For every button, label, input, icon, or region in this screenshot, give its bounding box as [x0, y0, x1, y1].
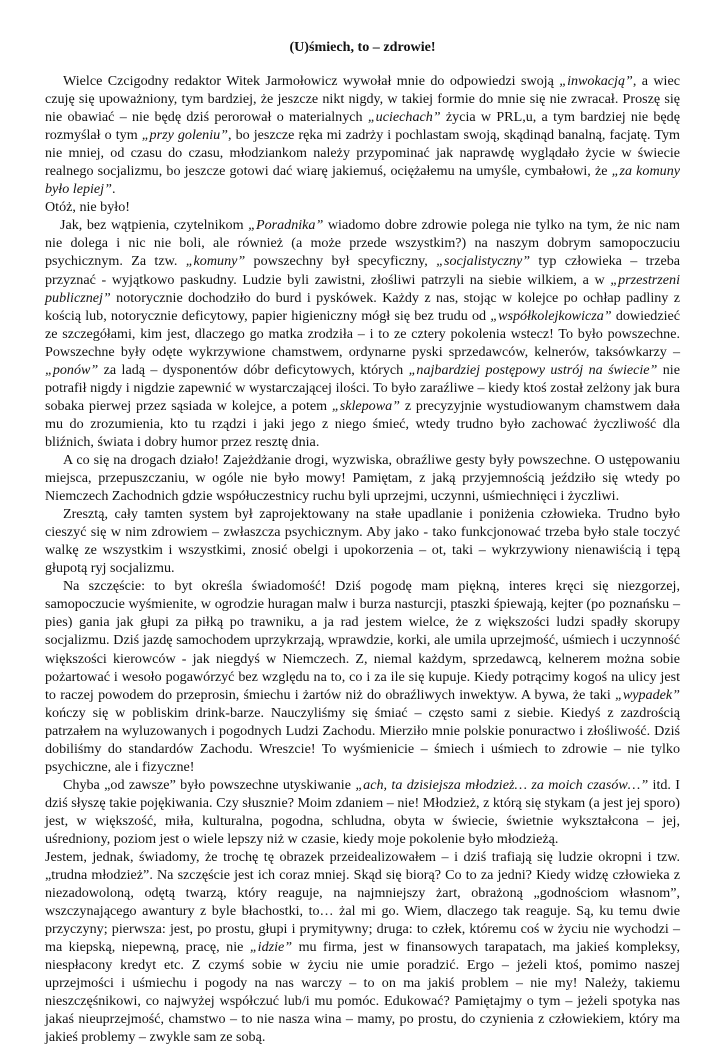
- emphasized-text: „ponów”: [45, 361, 99, 378]
- emphasized-text: „komuny”: [185, 253, 246, 270]
- emphasized-text: „inwokacją”: [559, 73, 633, 89]
- emphasized-text: „przy goleniu”: [141, 127, 228, 144]
- text-run: , bo jeszcze ręka mi zadrży i pochlastam swoją, skądinąd banalną, facjatę. Tym nie mniej, od czasu do czasu, młodziankom należy przypominać jak naprawdę wyglądało życie w świecie realnego socjalizmu, bo jeszcze gotowi dać wiarę jakiemuś, ociężałemu na umyśle, cymbałowi, że: [45, 127, 680, 180]
- text-run: powszechny był specyficzny,: [245, 253, 437, 270]
- text-run: Jestem, jednak, świadomy, że trochę tę obrazek przeidealizowałem – i dziś trafiają się ludzie okropni i tzw. „trudna młodzież”. Na szczęście jest ich coraz mniej. Skąd się biorą? Co to za jedni? Kiedy widzę człowieka z niezadowoloną, odętą twarzą, który reaguje, na najmniejszy żart, obrażoną „godnościom własnom”, wszczynającego awantury z byle błachostki, to… żal mi go. Wiem, dlaczego tak reaguje. Są, ku temu dwie przyczyny; pierwsza: jest, po prostu, głupi i prymitywny; druga: to człek, któremu coś w życiu nie wychodzi – ma kiepską, niepewną, pracę, nie: [45, 849, 680, 956]
- text-run: , a wiec czuję się upoważniony, tym bardziej, że jeszcze nikt nigdy, w takiej formie do mnie się nie zwracał. Proszę się nie obawiać – nie będę dziś perorował o materialnych: [45, 73, 680, 126]
- emphasized-text: „socjalistyczny”: [436, 253, 531, 270]
- article-body: [45, 72, 680, 1047]
- emphasized-text: „najbardziej postępowy ustrój na świecie”: [408, 361, 658, 378]
- paragraph: [45, 577, 680, 776]
- paragraph: [45, 505, 680, 577]
- text-run: dowiedzieć ze szczegółami, kim jest, dlaczego go matka zrodziła – i to ze cztery pokolenia wstecz! To było powszechne. Powszechne były odęte wykrzywione chamstwem, ordynarne pyski sprzedawców, kelnerów, taksówkarzy –: [45, 307, 680, 360]
- text-run: mu firma, jest w finansowych tarapatach, ma jakieś kompleksy, niespłacony kredyt etc. Z czymś sobie w życiu nie umie poradzić. Ergo – jeżeli ktoś, pomimo naszej uprzejmości i uśmiechu i pogody na nas warczy – to on ma jakiś problem – nie my! Należy, takiemu nieszczęśnikowi, co najwyżej współczuć lub/i mu pomóc. Edukować? Pamiętajmy o tym – jeżeli spotyka nas jakaś nieuprzejmość, chamstwo – to nie nasza wina – mamy, po prostu, do czynienia z człowiekiem, który ma jakieś problemy – zwykle sam ze sobą.: [45, 939, 680, 1046]
- emphasized-text: „wypadek”: [615, 686, 680, 703]
- text-run: Jak, bez wątpienia, czytelnikom: [60, 217, 249, 234]
- text-run: wiadomo dobre zdrowie polega nie tylko na tym, że nic nam nie dolega i nic nie boli, ale również (a może przede wszystkim?) na naszym dobrym samopoczuciu psychicznym. Za tzw.: [45, 217, 680, 270]
- emphasized-text: „idzie”: [249, 939, 293, 956]
- emphasized-text: „za komuny było lepiej”: [45, 163, 680, 198]
- paragraph: [45, 776, 680, 848]
- text-run: Wielce Czcigodny redaktor Witek Jarmołowicz wywołał mnie do odpowiedzi swoją: [63, 73, 560, 89]
- emphasized-text: „uciechach”: [367, 109, 441, 126]
- emphasized-text: „przestrzeni publicznej”: [45, 271, 680, 306]
- paragraph: [45, 72, 680, 198]
- text-run: nie potrafił nigdy i nigdzie zapewnić w wystarczającej ilości. To było zaraźliwe – kiedy ktoś został zelżony jak bura sobaka pierwej przez sąsiada w kolejce, a potem: [45, 361, 680, 414]
- text-run: za ladą – dysponentów dóbr deficytowych, których: [98, 361, 409, 378]
- text-run: notorycznie dochodziło do burd i pyskówek. Każdy z nas, stojąc w kolejce po ochłap padliny z kością lub, notorycznie deficytowy, papier higieniczny mógł się bez trudu od: [45, 289, 680, 324]
- text-run: .: [111, 181, 116, 198]
- emphasized-text: „Poradnika”: [248, 217, 324, 234]
- text-run: z precyzyjnie wystudiowanym chamstwem dała mu do zrozumienia, kto tu rządzi i jaki jego z niego śmieć, wtedy trudno było zachować życzliwość dla bliźnich, świata i dobry humor przez resztę dnia.: [45, 397, 680, 450]
- text-run: A co się na drogach działo! Zajeżdżanie drogi, wyzwiska, obraźliwe gesty były powszechne. O ustępowaniu miejsca, przepuszczaniu, w ogóle nie było mowy! Pamiętam, z jaką przyjemnością jeździło się wtedy po Niemczech Zachodnich gdzie współuczestnicy ruchu byli uprzejmi, uczynni, uśmiechnięci i życzliwi.: [45, 451, 680, 505]
- text-run: itd. I dziś słyszę takie pojękiwania. Czy słusznie? Moim zdaniem – nie! Młodzież, z którą się stykam (a jest jej sporo) jest, w większość, miła, kulturalna, pogodna, schludna, obyta w świecie, świetnie wykształcona – jej, uśredniony, poziom jest o wiele lepszy niż w czasie, kiedy moje pokolenie było młodzieżą.: [45, 776, 680, 847]
- text-run: typ człowieka – trzeba przyznać - wyjątkowo paskudny. Ludzie byli zawistni, złośliwi patrzyli na siebie wilkiem, a w: [45, 253, 681, 288]
- emphasized-text: „ach, ta dzisiejsza młodzież… za moich czasów…”: [355, 776, 649, 793]
- text-run: Zresztą, cały tamten system był zaprojektowany na stałe upadlanie i poniżenia człowieka. Trudno było cieszyć się w nim zdrowiem – zwłaszcza psychicznym. Aby jako - tako funkcjonować trzeba było stale toczyć walkę ze wszystkim i wszystkimi, znosić obelgi i upokorzenia – ot, taki – wykrzywiony nienawiścią i tępą głupotą ryj socjalizmu.: [45, 506, 680, 577]
- text-run: Otóż, nie było!: [45, 199, 130, 216]
- paragraph: [45, 216, 680, 451]
- emphasized-text: „sklepowa”: [331, 397, 401, 414]
- paragraph: [45, 848, 680, 1047]
- text-run: Chyba „od zawsze” było powszechne utyskiwanie: [63, 776, 356, 793]
- paragraph: [45, 198, 680, 216]
- text-run: kończy się w pobliskim drink-barze. Nauczyliśmy się śmiać – często sami z siebie. Kiedyś z zazdrością patrzałem na wyluzowanych i pogodnych Ludzi Zachodu. Mierziło mnie polskie ponuractwo i złośliwość. Dziś dobiliśmy do standardów Zachodu. Wreszcie! To wyśmienicie – śmiech i uśmiech to zdrowie – nie tylko psychiczne, ale i fizyczne!: [45, 704, 680, 775]
- text-run: życia w PRL,u, a tym bardziej nie będę rozmyślał o tym: [45, 109, 680, 144]
- article-title: (U)śmiech, to – zdrowie!: [289, 39, 436, 55]
- text-run: Na szczęście: to byt określa świadomość! Dziś pogodę mam piękną, interes kręci się niezgorzej, samopoczucie wyśmienite, w ogrodzie huragan malw i burza nasturcji, ptaszki śpiewają, kejter (po poznańsku – pies) gania jak głupi za piłką po trawniku, a ja rad jestem wielce, że z większości ludzi spadły skorupy socjalizmu. Dziś jazdę samochodem uprzykrzają, wprawdzie, korki, ale umila uprzejmość, uśmiech i uczynność większości kierowców - jak niegdyś w Niemczech. Z, niemal każdym, sprzedawcą, kelnerem można sobie pożartować i wesoło pogawórzyć bez względu na to, co i za ile się kupuje. Kiedy potrącimy kogoś na ulicy jest to raczej powodem do przeprosin, śmiechu i żartów niż do obraźliwych inwektyw. A bywa, że taki: [45, 578, 680, 703]
- paragraph: [45, 451, 680, 505]
- emphasized-text: „współkolejkowicza”: [490, 307, 612, 324]
